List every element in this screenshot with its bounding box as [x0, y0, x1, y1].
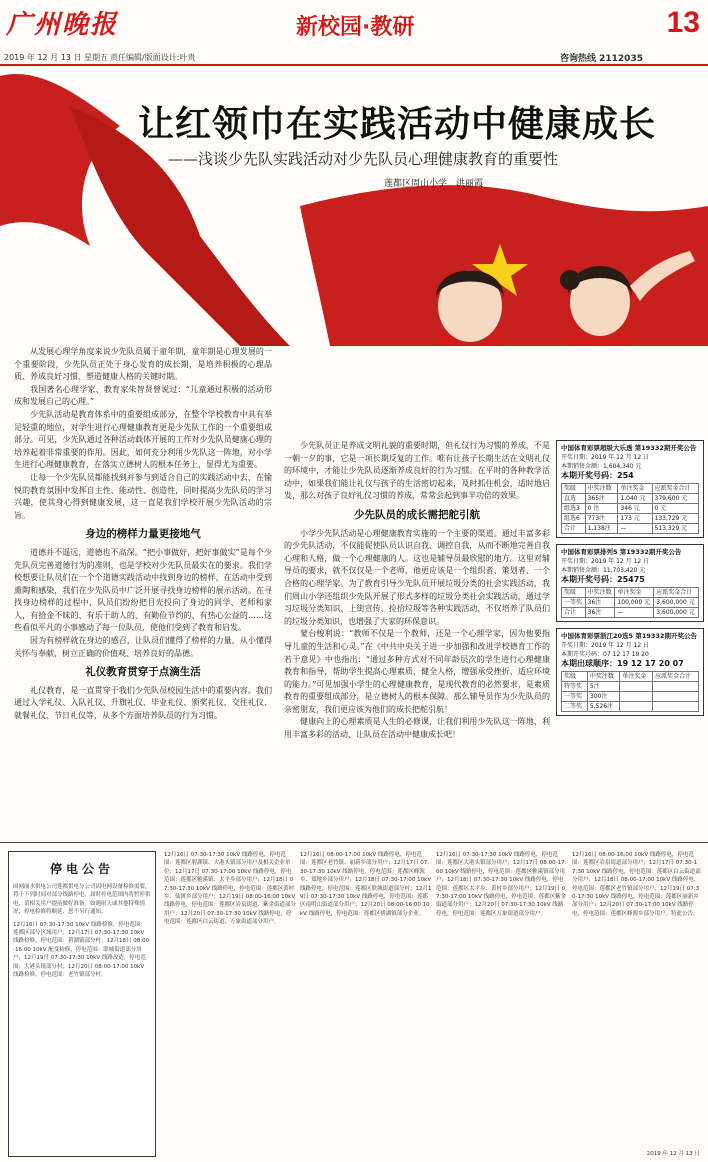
table-row [562, 588, 699, 598]
table-cell: 奖级 [562, 484, 586, 494]
table-cell: 3,600,000 元 [654, 598, 699, 608]
paper-name: 广州晚报 [6, 10, 119, 40]
headline: 让红领巾在实践活动中健康成长 [138, 104, 657, 145]
section-heading: 礼仪教育贯穿于点滴生活 [85, 666, 201, 679]
page-number: 13 [666, 6, 700, 39]
lottery-result-table [561, 671, 699, 712]
table-cell [620, 682, 653, 692]
table-cell: 133,729 元 [652, 514, 698, 524]
paragraph: 小学少先队活动是心理健康教育实施的一个主要的渠道。通过丰富多彩的少先队活动，不仅能促使队员认识自我、调控自我，从而不断地完善自我心理和人格，做一个心理健康的人。这也是辅导员最欣慰的地方。这里对辅导员的要求，就不仅仅是一个老师，他更应该是一个组织者、策划者、一个合格的心理学家。为了教育引导少先队员开展垃圾分类的社会实践活动，我们周山小学还组织少先队开展了形式多样的垃圾分类社会实践活动，通过学习垃圾分类知识、上街宣传、捡拾垃圾等各种实践活动，不仅培养了队员们的垃圾分类知识，也增强了大家的环保意识。 [284, 528, 550, 626]
table-row [562, 682, 699, 692]
table-cell [652, 682, 698, 692]
table-cell: 一等奖 [562, 598, 586, 608]
table-cell: 二等奖 [562, 702, 588, 712]
outage-column-2: 12月16日 08:00-17:00 10kV 线路停电，停电范围：莲都区老竹镇、丽新乡部分用户；12月17日 07:30-17:30 10kV 线路停电，停电范围：莲都区峰源乡、郑地乡部分用户；12月18日 07:30-17:00 10kV 线路停电，停电范围：莲都区联城街道部分村；12月19日 07:30-17:30 10kV 线路停电，停电范围：莲都区南明山街道部分用户；12月20日 08:00-16:00 10kV 线路停电，停电范围：莲都区碧湖镇部分企业。 [300, 852, 432, 917]
lottery-notice-line: 本期出球顺序：19 12 17 20 07 [561, 659, 684, 668]
table-cell: 5,526注 [587, 702, 620, 712]
table-row [562, 524, 699, 534]
lottery-notice [556, 628, 704, 716]
outage-column-4: 12月16日 08:00-16:00 10kV 线路停电，停电范围：莲都区岩泉街道部分用户；12月17日 07:30-17:30 10kV 线路停电，停电范围：莲都区白云街道部分用户；12月18日 08:00-17:00 10kV 线路停电，停电范围：莲都区老竹镇部分用户；12月19日 07:30-17:30 10kV 线路停电，停电范围：莲都区丽新乡部分用户；12月20日 07:30-17:00 10kV 线路停电，停电范围：莲都区峰源乡部分用户。特此公告。 [572, 852, 701, 917]
table-cell: 应派奖金合计 [654, 588, 699, 598]
power-outage-body: 12月16日 07:30-17:30 10kV 线路检修，停电范围：莲都区部分区域用户；12月17日 07:30-17:30 10kV 线路检修，停电范围：碧湖镇部分村；12月18日 08:00-16:00 10kV 配变检修，停电范围：联城街道部分用户；12月19日 07:30-17:30 10kV 线路改造，停电范围：大港头镇部分村；12月20日 08:00-17:00 10kV 线路检修，停电范围：老竹镇部分村。 [13, 921, 150, 979]
table-cell: 773注 [585, 514, 618, 524]
table-cell: 合计 [562, 608, 586, 618]
lottery-notice-title: 中国体育彩票排列5 第19332期开奖公告 [561, 548, 682, 556]
byline: 莲都区周山小学 洪丽霞 [384, 179, 484, 189]
power-outage-intro: 国网丽水供电公司莲都供电分公司因电网设备检修需要，将于下列时间对部分线路停电，届时停电范围内将暂停供电，请相关用户提前做好准备。如遇雨天或其他特殊情况，停电检修将顺延，恕不另行通知。 [13, 884, 151, 916]
lottery-result-table [561, 587, 699, 618]
table-cell: 单注奖金 [618, 484, 652, 494]
paragraph: 健康向上的心理素质是人生的必修课，让我们利用少先队这一阵地，利用丰富多彩的活动，让队员在活动中健康成长吧！ [284, 717, 550, 740]
lottery-notice [556, 544, 704, 622]
table-cell: 3,600,000 元 [654, 608, 699, 618]
outage-column-3: 12月16日 07:30-17:30 10kV 线路停电，停电范围：莲都区大港头镇部分用户；12月17日 08:00-17:00 10kV 线路停电，停电范围：莲都区雅溪镇部分用户；12月18日 07:30-17:30 10kV 线路停电，停电范围：莲都区太平乡、黄村乡部分用户；12月19日 07:30-17:00 10kV 线路停电，停电范围：莲都区紫金街道部分用户；12月20日 07:30-17:30 10kV 线路停电，停电范围：莲都区万象街道部分用户。 [436, 852, 567, 917]
paragraph: 道德并不遥远，道德也不高深。“把小事做好，把好事做实”是每个少先队员完善道德行为的准则，也是学校对少先队员最实在的要求。我们学校想要让队员们在一个个道德实践活动中找到身边的榜样，在活动中受到熏陶和感染，我们在少先队员中广泛开展寻找身边榜样的展示活动。在寻找身边榜样的过程中，队员们纷纷把目光投向了身边的同学、老师和家人，有拾金不昧的、有乐于助人的、有勤俭节约的、有热心公益的……这些看似平凡的小事感动了每一位队员，使他们受到了教育和启发。 [14, 547, 272, 633]
table-cell [652, 692, 698, 702]
paragraph: 蒙台梭利说：“教师不仅是一个教师，还是一个心理学家，因为他要指导儿童的生活和心灵。”在《中共中央关于进一步加强和改进学校德育工作的若干意见》中也指出：“通过多种方式对不同年龄层次的学生进行心理健康教育和指导，帮助学生提高心理素质，健全人格，增强承受挫折、适应环境的能力。”可见加强小学生的心理健康教育，是现代教育的必然要求，是素质教育的重要组成部分，是立德树人的根本保障。那么辅导员作为少先队员的亲密朋友，我们更应该为他们的成长把舵引航！ [284, 629, 550, 714]
paragraph: 让每一个少先队员都能找到并参与到适合自己的实践活动中去，在愉悦的教育氛围中发挥自主性、能动性、创造性，同时提高少先队员的学习兴趣，使其身心得到健康发展，这一直是我们学校开展少先队活动的宗旨。 [14, 472, 272, 520]
table-row [562, 692, 699, 702]
subheadline: ——浅谈少先队实践活动对少先队员心理健康教育的重要性 [168, 150, 559, 168]
lottery-notice-line: 开奖日期：2019 年 12 月 12 日 [561, 558, 650, 565]
footer-date: 2019 年 12 月 13 日 [646, 1150, 700, 1157]
table-cell: 中奖注数 [585, 588, 615, 598]
table-cell: 100,000 元 [615, 598, 654, 608]
table-cell: 365注 [585, 494, 618, 504]
table-row [562, 608, 699, 618]
table-cell: 奖级 [562, 672, 588, 682]
table-cell: 513,329 元 [652, 524, 698, 534]
paragraph: 因为有榜样就在身边的感召，让队员们懂得了榜样的力量，从小懂得关怀与奉献，树立正确的价值观、培养良好的品德。 [14, 636, 272, 658]
table-cell: 一等奖 [562, 692, 588, 702]
paragraph: 少先队员正是养成文明礼貌的重要时期，但礼仪行为习惯的养成，不是一朝一夕的事，它是一项长期反复的工作。唯有让孩子长期生活在文明礼仪的环境中，才能让少先队员逐渐养成良好的行为习惯。在平时的各种教学活动中，如果我们能让礼仪与孩子的生活密切起来，及时抓住机会，适时地启发，那么对孩子良好礼仪习惯的养成，常常会起到事半功倍的效果。 [284, 441, 550, 501]
power-outage-title: 停电公告 [49, 862, 114, 876]
lottery-notice-line: 本期销售金额：11,703,420 元 [561, 567, 646, 574]
lottery-notice-title: 中国体育彩票超级大乐透 第19332期开奖公告 [561, 444, 697, 452]
lottery-notice-title: 中国体育彩票浙江20选5 第19332期开奖公告 [561, 632, 697, 640]
table-row [562, 514, 699, 524]
table-cell: 300注 [587, 692, 620, 702]
table-cell: — [615, 608, 654, 618]
table-cell [652, 702, 698, 712]
table-cell: 36注 [585, 598, 615, 608]
table-cell: 5注 [587, 682, 620, 692]
table-cell: 346 元 [618, 504, 652, 514]
paragraph: 少先队活动是教育体系中的重要组成部分，在整个学校教育中具有举足轻重的地位，对学生进行心理健康教育更是少先队工作的一个重要组成部分。可见，少先队通过各种活动载体开展的工作对少先队员健康心理的培养起着非常重要的作用。因此，如何充分利用少先队这一阵地，对小学生进行心理健康教育，在落实立德树人的根本任务上，显得尤为重要。 [14, 409, 272, 470]
child-right-bun [560, 270, 580, 290]
lottery-notice-line: 本期销售金额：1,604,340 元 [561, 463, 642, 470]
table-row [562, 484, 699, 494]
table-cell: 应派奖金合计 [652, 484, 698, 494]
lottery-notice-line: 开奖日期：2019 年 12 月 12 日 [561, 454, 650, 461]
table-cell: 单注奖金 [615, 588, 654, 598]
editors: 责任编辑/版面设计:叶贵 [110, 53, 196, 62]
lottery-notice-line: 开奖日期：2019 年 12 月 12 日 [561, 642, 650, 649]
bottom-announcements [0, 842, 708, 1162]
paragraph: 礼仪教育，是一直贯穿于我们少先队员校园生活中的重要内容。我们通过入学礼仪、入队礼仪、升旗礼仪、毕业礼仪、颁奖礼仪、交往礼仪、就餐礼仪、节日礼仪等，从多个方面培养队员的行为习惯。 [14, 685, 272, 721]
table-row [562, 702, 699, 712]
table-cell: 单注奖金 [620, 672, 653, 682]
table-cell: 组选3 [562, 504, 586, 514]
table-cell: 中奖注数 [587, 672, 620, 682]
table-cell: 36注 [585, 608, 615, 618]
table-cell: 1,040 元 [618, 494, 652, 504]
table-cell: 173 元 [618, 514, 652, 524]
table-row [562, 672, 699, 682]
hotline: 咨询热线 2112035 [560, 54, 643, 64]
lottery-result-table [561, 483, 699, 534]
lottery-notice-line: 本期开奖号码：25475 [561, 575, 645, 584]
table-row [562, 598, 699, 608]
lottery-notices [556, 440, 704, 722]
table-cell [620, 692, 653, 702]
table-cell [620, 702, 653, 712]
section-heading: 少先队员的成长需把舵引航 [354, 508, 480, 521]
section-name: 新校园·教研 [296, 15, 415, 40]
table-cell: 379,600 元 [652, 494, 698, 504]
table-cell: 1,138注 [585, 524, 618, 534]
paragraph: 我国著名心理学家、教育家朱智贤曾说过：“儿童通过积极的活动形成和发展自己的心理。” [14, 384, 272, 407]
table-cell: — [618, 524, 652, 534]
article-column-2 [284, 440, 550, 742]
section-heading: 身边的榜样力量更接地气 [85, 528, 201, 541]
power-outage-notice [8, 851, 156, 1157]
table-cell: 0 注 [585, 504, 618, 514]
table-row [562, 494, 699, 504]
article-column-1 [14, 346, 272, 723]
paragraph: 从发展心理学角度来说少先队员属于童年期，童年期是心理发展的一个重要阶段，少先队员正处于身心发育的成长期，是培养积极的心理品质、养成良好习惯、塑造健康人格的关键时期。 [14, 347, 272, 382]
table-cell: 应派奖金合计 [652, 672, 698, 682]
table-cell: 中奖注数 [585, 484, 618, 494]
table-cell: 组选6 [562, 514, 586, 524]
lottery-notice [556, 440, 704, 538]
lottery-notice-line: 本期开奖号码：07 12 17 19 20 [561, 651, 649, 658]
table-row [562, 504, 699, 514]
table-cell: 奖级 [562, 588, 586, 598]
table-cell: 直选 [562, 494, 586, 504]
info-bar [0, 50, 708, 64]
table-cell: 特等奖 [562, 682, 588, 692]
table-cell: 0 元 [652, 504, 698, 514]
issue-date: 2019 年 12 月 13 日 星期五 [4, 53, 108, 62]
lottery-notice-line: 本期开奖号码：254 [561, 471, 634, 480]
table-cell: 合计 [562, 524, 586, 534]
outage-column-1: 12月16日 07:30-17:30 10kV 线路停电，停电范围：莲都区碧湖镇、大港头镇部分用户及相关企业单位；12月17日 07:30-17:00 10kV 线路停电，停电范围：莲都区雅溪镇、太平乡部分用户；12月18日 07:30-17:30 10kV 线路停电，停电范围：莲都区黄村乡、仙渡乡部分用户；12月19日 08:00-16:00 10kV 线路停电，停电范围：莲都区岩泉街道、紫金街道部分用户；12月20日 07:30-17:30 10kV 线路停电，停电范围：莲都区白云街道、万象街道部分用户。 [164, 852, 296, 926]
